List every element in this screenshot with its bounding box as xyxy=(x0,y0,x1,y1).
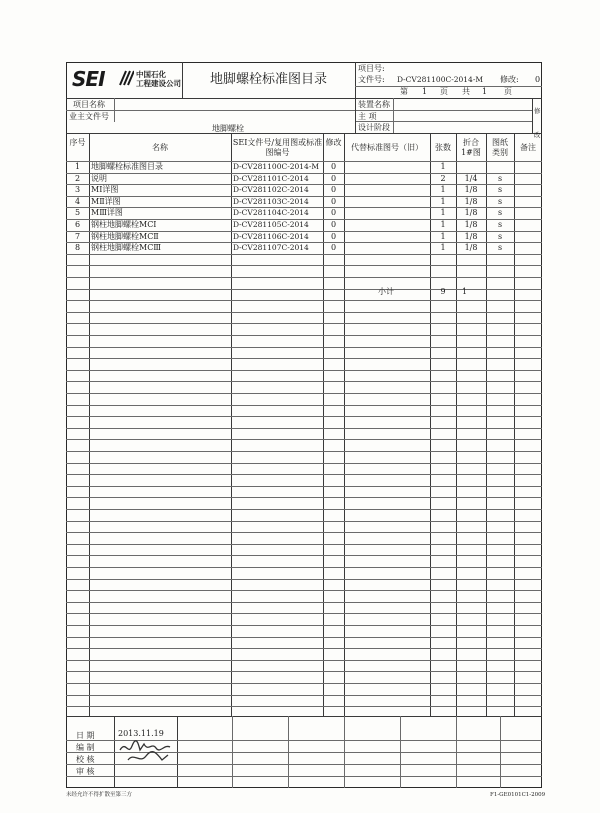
page-current: 1 xyxy=(422,87,428,96)
cell-doc-no: D-CV281101C-2014 xyxy=(233,174,309,183)
doc-no-value: D-CV281100C-2014-M xyxy=(397,75,484,84)
row-line xyxy=(66,590,542,591)
row-line xyxy=(66,370,542,371)
row-line xyxy=(66,532,542,533)
cell-sheets: 1 xyxy=(440,243,446,252)
cell-a1: 1/8 xyxy=(464,197,478,206)
revision-value: 0 xyxy=(535,75,541,84)
cell-seq: 4 xyxy=(74,197,81,206)
revision-side-label: 修改 xyxy=(534,107,541,139)
document-title: 地脚螺栓标准图目录 xyxy=(209,72,327,87)
row-line xyxy=(66,695,542,696)
checked-label: 校 核 xyxy=(76,755,95,764)
project-no-label: 项目号: xyxy=(358,64,385,73)
cell-name: 钢柱地脚螺栓MCⅠ xyxy=(91,220,157,229)
page-mid: 页 xyxy=(440,87,448,96)
cell-rev: 0 xyxy=(330,220,337,229)
row-line xyxy=(66,463,542,464)
col-header-a1: 折合1#图 xyxy=(461,138,481,157)
major-label: 主 项 xyxy=(358,112,377,121)
design-stage-label: 设计阶段 xyxy=(358,123,390,132)
prepared-label: 编 制 xyxy=(76,743,95,752)
row-line xyxy=(66,300,542,301)
col-header-sheets: 张数 xyxy=(435,143,451,152)
row-line xyxy=(66,613,542,614)
col-header-rev: 修改 xyxy=(325,138,342,147)
cell-doc-no: D-CV281102C-2014 xyxy=(233,185,309,194)
col-header-doc-no: SEI文件号/复用图或标准图编号 xyxy=(232,138,323,157)
unit-name-label: 装置名称 xyxy=(358,100,390,109)
row-line xyxy=(66,358,542,359)
cell-sheets: 1 xyxy=(440,232,446,241)
subject-value: 地脚螺栓 xyxy=(212,124,244,133)
cell-doc-no: D-CV281100C-2014-M xyxy=(233,162,320,171)
cell-seq: 7 xyxy=(74,232,81,241)
column-divider xyxy=(89,133,90,716)
cell-a1: 1/4 xyxy=(464,174,478,183)
column-divider xyxy=(514,133,515,716)
cell-sheets: 2 xyxy=(440,174,446,183)
row-line xyxy=(66,637,542,638)
cell-seq: 2 xyxy=(74,174,81,183)
project-name-label: 项目名称 xyxy=(73,100,105,109)
cell-a1: 1/8 xyxy=(464,185,478,194)
row-line xyxy=(66,289,542,290)
row-line xyxy=(66,393,542,394)
cell-seq: 1 xyxy=(74,162,81,171)
subtotal-label: 小计 xyxy=(378,287,394,296)
cell-name: MⅠ详图 xyxy=(91,185,119,194)
logo-stripes-icon xyxy=(118,70,134,86)
cell-name: MⅢ详图 xyxy=(91,208,123,217)
info-divider xyxy=(355,98,356,133)
reviewed-label: 审 核 xyxy=(76,767,95,776)
cell-a1: 1/8 xyxy=(464,208,478,217)
page-total-prefix: 共 xyxy=(462,87,470,96)
col-header-name: 名称 xyxy=(152,143,168,152)
column-divider xyxy=(231,133,232,716)
page-total: 1 xyxy=(482,87,488,96)
cell-seq: 3 xyxy=(74,185,81,194)
revision-label: 修改: xyxy=(500,75,519,84)
cell-type: s xyxy=(497,243,503,252)
info-divider xyxy=(532,98,533,133)
cell-type: s xyxy=(497,197,503,206)
row-line xyxy=(66,625,542,626)
row-line xyxy=(66,335,542,336)
row-line xyxy=(66,265,542,266)
page-suffix: 页 xyxy=(504,87,512,96)
cell-seq: 5 xyxy=(74,208,81,217)
col-header-type: 图纸类别 xyxy=(492,138,508,157)
row-line xyxy=(66,428,542,429)
cell-doc-no: D-CV281104C-2014 xyxy=(233,208,309,217)
row-line xyxy=(66,451,542,452)
cell-sheets: 1 xyxy=(440,197,446,206)
header-bottom-rule xyxy=(66,98,542,99)
header-rule xyxy=(355,86,542,87)
row-line xyxy=(66,416,542,417)
cell-rev: 0 xyxy=(330,243,337,252)
row-line xyxy=(66,405,542,406)
info-rule xyxy=(355,121,532,122)
row-line xyxy=(66,567,542,568)
cell-rev: 0 xyxy=(330,208,337,217)
doc-no-label: 文件号: xyxy=(358,75,385,84)
cell-type: s xyxy=(497,208,503,217)
cell-type: s xyxy=(497,174,503,183)
cell-seq: 8 xyxy=(74,243,81,252)
cell-seq: 6 xyxy=(74,220,81,229)
cell-name: 地脚螺栓标准图目录 xyxy=(91,162,163,171)
row-line xyxy=(66,497,542,498)
company-logo-mark: SEI xyxy=(72,67,105,91)
row-line xyxy=(66,277,542,278)
info-rule xyxy=(355,110,532,111)
row-line xyxy=(66,683,542,684)
row-line xyxy=(66,439,542,440)
col-header-replace: 代替标准图号（旧） xyxy=(351,143,423,152)
info-rule xyxy=(66,110,356,111)
cell-type: s xyxy=(497,232,503,241)
date-label: 日 期 xyxy=(76,731,95,740)
col-header-seq: 序号 xyxy=(69,138,86,147)
footer-rule xyxy=(66,776,542,777)
cell-rev: 0 xyxy=(330,197,337,206)
col-header-note: 备注 xyxy=(520,143,536,152)
cell-doc-no: D-CV281107C-2014 xyxy=(233,243,309,252)
row-line xyxy=(66,602,542,603)
cell-rev: 0 xyxy=(330,162,337,171)
info-divider xyxy=(393,98,394,133)
cell-sheets: 1 xyxy=(440,220,446,229)
cell-name: 说明 xyxy=(91,174,107,183)
info-bottom-rule xyxy=(66,133,542,134)
row-line xyxy=(66,347,542,348)
row-line xyxy=(66,579,542,580)
company-name-line1: 中国石化 xyxy=(136,70,166,79)
header-divider xyxy=(355,62,356,98)
cell-doc-no: D-CV281103C-2014 xyxy=(233,197,309,206)
cell-rev: 0 xyxy=(330,185,337,194)
subtotal-sheets: 9 xyxy=(440,287,446,296)
cell-a1: 1/8 xyxy=(464,232,478,241)
row-line xyxy=(66,509,542,510)
cell-name: 钢柱地脚螺栓MCⅡ xyxy=(91,232,159,241)
row-line xyxy=(66,706,542,707)
cell-name: 钢柱地脚螺栓MCⅢ xyxy=(91,243,162,252)
company-name-line2: 工程建设公司 xyxy=(136,79,181,88)
row-line xyxy=(66,254,542,255)
confidentiality-note: 未经允许不得扩散至第三方 xyxy=(66,792,133,798)
cell-rev: 0 xyxy=(330,174,337,183)
footer-top-rule xyxy=(66,716,542,717)
row-line xyxy=(66,544,542,545)
row-line xyxy=(66,323,542,324)
cell-a1: 1/8 xyxy=(464,243,478,252)
row-line xyxy=(66,671,542,672)
cell-doc-no: D-CV281106C-2014 xyxy=(233,232,309,241)
form-code: F1-GE0101C1-2009 xyxy=(490,792,546,798)
owner-doc-label: 业主文件号 xyxy=(69,112,109,121)
cell-type: s xyxy=(497,185,503,194)
row-line xyxy=(66,312,542,313)
cell-rev: 0 xyxy=(330,232,337,241)
signature-scribble xyxy=(118,738,174,768)
page-prefix: 第 xyxy=(400,87,408,96)
cell-sheets: 1 xyxy=(440,208,446,217)
cell-type: s xyxy=(497,220,503,229)
row-line xyxy=(66,555,542,556)
date-value: 2013.11.19 xyxy=(118,729,164,738)
cell-name: MⅡ详图 xyxy=(91,197,121,206)
info-divider xyxy=(114,98,115,122)
row-line xyxy=(66,474,542,475)
cell-sheets: 1 xyxy=(440,185,446,194)
row-line xyxy=(66,521,542,522)
row-line xyxy=(66,486,542,487)
cell-doc-no: D-CV281105C-2014 xyxy=(233,220,309,229)
row-line xyxy=(66,660,542,661)
cell-a1: 1/8 xyxy=(464,220,478,229)
cell-sheets: 1 xyxy=(440,162,446,171)
subtotal-a1: 1 xyxy=(462,287,468,296)
row-line xyxy=(66,648,542,649)
row-line xyxy=(66,381,542,382)
column-divider xyxy=(344,133,345,716)
